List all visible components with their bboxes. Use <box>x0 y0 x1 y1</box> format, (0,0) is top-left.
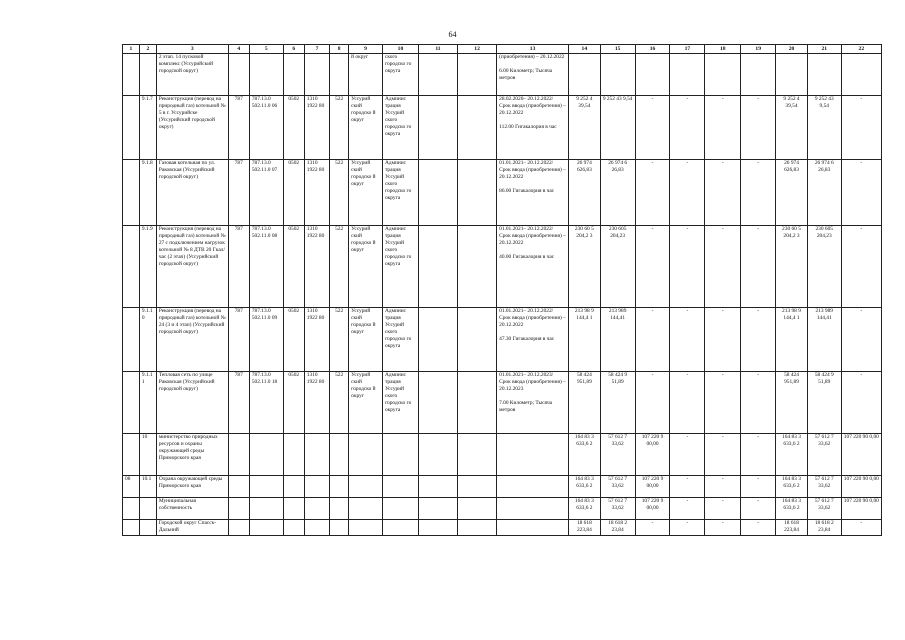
table-cell <box>458 498 497 520</box>
table-cell <box>123 160 140 226</box>
column-number-cell: 7 <box>304 45 329 54</box>
table-cell: 107 220 90 0,00 <box>841 498 881 520</box>
table-cell <box>330 520 349 536</box>
table-cell: 10.1 <box>139 476 156 498</box>
column-number-cell: 1 <box>123 45 140 54</box>
table-cell: 57 612 7 33,62 <box>807 434 841 476</box>
table-cell: Реконструкция (перевод на природный газ) котельной № 5 в г. Уссурийске (Уссурийский городской округ) <box>156 96 228 160</box>
table-cell: 787.13.0 502.11.0 09 <box>249 308 283 372</box>
table-cell: - <box>670 498 705 520</box>
table-row <box>123 160 882 226</box>
table-cell: - <box>670 226 705 308</box>
table-cell: - <box>670 160 705 226</box>
table-row <box>123 308 882 372</box>
table-cell: 28.02.2020– 20.12.2022/ Срок ввода (приобретения) – 20.12.2022 112.00 Гигакалория в час <box>497 96 569 160</box>
table-cell <box>705 54 741 96</box>
table-cell: 107 220 90 0,00 <box>841 476 881 498</box>
table-cell <box>458 476 497 498</box>
column-number-cell: 15 <box>600 45 635 54</box>
table-cell: 9.1.10 <box>139 308 156 372</box>
table-cell: 522 <box>330 372 349 434</box>
column-number-cell: 21 <box>807 45 841 54</box>
table-cell: Админис трация Уссурий ского городско го округа <box>382 226 418 308</box>
table-cell: - <box>670 308 705 372</box>
table-cell <box>418 54 457 96</box>
column-number-cell: 22 <box>841 45 881 54</box>
table-cell: - <box>741 226 776 308</box>
table-cell: 18 618 2 23,84 <box>807 520 841 536</box>
column-number-row <box>123 45 882 54</box>
table-cell: - <box>841 520 881 536</box>
table-body <box>123 54 882 536</box>
table-row <box>123 498 882 520</box>
table-cell: 787.13.0 502.11.0 07 <box>249 160 283 226</box>
table-cell: Реконструкция (перевод на природный газ) котельной № 27 с подключением нагрузок котельной № 8 ДТВ 20 Гкал/час (2 этап) (Уссурийский городской округ) <box>156 226 228 308</box>
table-cell <box>349 434 383 476</box>
table-cell: - <box>741 160 776 226</box>
table-cell <box>139 520 156 536</box>
table-cell: 26 974 6 26,83 <box>807 160 841 226</box>
table-cell: 230 605 204,23 <box>807 226 841 308</box>
table-cell: 522 <box>330 308 349 372</box>
table-cell <box>330 476 349 498</box>
table-cell: 1310 1922 80 <box>304 372 329 434</box>
table-cell: Админис трация Уссурий ского городско го округа <box>382 96 418 160</box>
table-cell: - <box>741 372 776 434</box>
table-cell: 522 <box>330 160 349 226</box>
table-cell: 1310 1922 80 <box>304 96 329 160</box>
table-cell: 787.13.0 502.11.0 08 <box>249 226 283 308</box>
table-cell <box>228 434 249 476</box>
table-cell <box>304 520 329 536</box>
table-cell <box>458 226 497 308</box>
table-row <box>123 434 882 476</box>
table-cell: - <box>841 160 881 226</box>
table-cell <box>382 520 418 536</box>
table-cell: 01.01.2021– 20.12.2022/ Срок ввода (приобретения) – 20.12.2022 86.00 Гигакалория в час <box>497 160 569 226</box>
table-cell <box>228 520 249 536</box>
table-cell: - <box>670 96 705 160</box>
table-cell <box>304 434 329 476</box>
table-cell <box>382 434 418 476</box>
table-cell: 08 <box>123 476 140 498</box>
table-cell: 0502 <box>283 96 304 160</box>
table-cell: 107 220 90 0,00 <box>841 434 881 476</box>
table-cell <box>139 498 156 520</box>
table-cell <box>382 476 418 498</box>
column-number-cell: 11 <box>418 45 457 54</box>
table-cell <box>670 54 705 96</box>
table-cell: Охрана окружающей среды Приморского края <box>156 476 228 498</box>
table-cell: - <box>705 520 741 536</box>
table-cell: - <box>741 476 776 498</box>
table-cell: - <box>705 308 741 372</box>
column-number-cell: 14 <box>569 45 601 54</box>
table-cell: 230 60 5 204,2 3 <box>569 226 601 308</box>
table-row <box>123 96 882 160</box>
table-cell: 1310 1922 80 <box>304 226 329 308</box>
table-cell <box>569 54 601 96</box>
table-cell: 787 <box>228 308 249 372</box>
table-cell <box>382 498 418 520</box>
table-cell: - <box>635 160 670 226</box>
table-cell: - <box>635 520 670 536</box>
table-cell: 213 989 144,41 <box>807 308 841 372</box>
table-cell <box>497 476 569 498</box>
table-cell: 0502 <box>283 226 304 308</box>
table-cell: 164 83 3 633,6 2 <box>776 476 808 498</box>
table-cell: - <box>670 372 705 434</box>
table-cell: 57 612 7 33,62 <box>600 434 635 476</box>
table-cell: 9 252 4 39,54 <box>776 96 808 160</box>
table-cell: - <box>705 372 741 434</box>
table-cell <box>349 498 383 520</box>
column-number-cell: 2 <box>139 45 156 54</box>
table-cell: 164 83 3 633,6 2 <box>569 498 601 520</box>
table-cell <box>304 54 329 96</box>
table-cell: - <box>741 308 776 372</box>
table-cell: 26 974 626,83 <box>569 160 601 226</box>
table-cell <box>228 54 249 96</box>
table-row <box>123 520 882 536</box>
table-cell <box>330 54 349 96</box>
column-number-cell: 6 <box>283 45 304 54</box>
table-cell: - <box>635 372 670 434</box>
table-cell: 0502 <box>283 160 304 226</box>
table-cell <box>497 520 569 536</box>
table-cell <box>283 54 304 96</box>
table-cell: 522 <box>330 226 349 308</box>
column-number-cell: 4 <box>228 45 249 54</box>
table-cell: 0502 <box>283 308 304 372</box>
table-cell: 213 989 144,41 <box>600 308 635 372</box>
table-row <box>123 372 882 434</box>
table-cell: Реконструкция (перевод на природный газ) котельной № 24 (3 и 4 этап) (Уссурийский городской округ) <box>156 308 228 372</box>
table-cell <box>283 520 304 536</box>
table-cell <box>418 434 457 476</box>
table-cell: 10 <box>139 434 156 476</box>
table-cell <box>283 498 304 520</box>
table-cell: 18 618 223,84 <box>569 520 601 536</box>
table-cell: 58 424 951,89 <box>776 372 808 434</box>
table-cell <box>349 520 383 536</box>
table-cell <box>123 498 140 520</box>
table-cell <box>330 434 349 476</box>
table-cell <box>497 498 569 520</box>
table-cell <box>497 434 569 476</box>
table-cell: ского городско го округа <box>382 54 418 96</box>
table-cell: - <box>670 434 705 476</box>
table-cell: - <box>635 226 670 308</box>
table-cell: 787.13.0 502.11.0 06 <box>249 96 283 160</box>
table-cell: 522 <box>330 96 349 160</box>
table-cell: - <box>705 498 741 520</box>
table-cell: 107 220 9 00,00 <box>635 476 670 498</box>
table-cell: 57 612 7 33,62 <box>600 476 635 498</box>
table-cell: Админис трация Уссурий ского городско го округа <box>382 160 418 226</box>
table-cell: 107 220 9 00,00 <box>635 434 670 476</box>
table-cell <box>458 54 497 96</box>
table-cell <box>418 372 457 434</box>
table-cell: й округ <box>349 54 383 96</box>
table-cell: 9.1.8 <box>139 160 156 226</box>
table-cell: Админис трация Уссурий ского городско го округа <box>382 308 418 372</box>
table-cell: 164 83 3 633,6 2 <box>776 498 808 520</box>
table-cell: 9.1.7 <box>139 96 156 160</box>
table-cell: 57 612 7 33,62 <box>807 498 841 520</box>
table-cell: 9.1.11 <box>139 372 156 434</box>
table-cell <box>418 308 457 372</box>
table-cell: - <box>670 476 705 498</box>
table-cell <box>635 54 670 96</box>
table-cell: 9 252 43 9,54 <box>600 96 635 160</box>
table-cell: Тепловая сеть по улице Раковская (Уссурийский городской округ) <box>156 372 228 434</box>
table-cell <box>458 520 497 536</box>
table-cell: 2 этап. 14 пусковой комплекс (Уссурийский городской округ) <box>156 54 228 96</box>
table-cell <box>807 54 841 96</box>
table-cell: 1310 1922 80 <box>304 308 329 372</box>
table-cell: 26 974 6 26,83 <box>600 160 635 226</box>
table-cell <box>458 372 497 434</box>
table-cell: 57 612 7 33,62 <box>600 498 635 520</box>
table-cell: 9 252 43 9,54 <box>807 96 841 160</box>
column-number-cell: 19 <box>741 45 776 54</box>
table-cell <box>349 476 383 498</box>
table-cell: 57 612 7 33,62 <box>807 476 841 498</box>
table-cell: 01.01.2021– 20.12.2023/ Срок ввода (приобретения) – 20.12.2023 7.00 Километр; Тысяча метров <box>497 372 569 434</box>
table-cell: Уссурий ский городско й округ <box>349 372 383 434</box>
table-cell: 107 220 9 00,00 <box>635 498 670 520</box>
table-cell <box>304 498 329 520</box>
table-cell <box>249 498 283 520</box>
table-cell: - <box>741 520 776 536</box>
table-cell <box>249 476 283 498</box>
table-cell: Газовая котельная по ул. Раковская (Уссурийский городской округ) <box>156 160 228 226</box>
table-cell: - <box>741 96 776 160</box>
table-cell: - <box>841 372 881 434</box>
table-cell <box>123 372 140 434</box>
table-cell: 9 252 4 39,54 <box>569 96 601 160</box>
table-cell: 01.01.2021– 20.12.2022/ Срок ввода (приобретения) – 20.12.2022 47.30 Гигакалория в час <box>497 308 569 372</box>
table-row <box>123 54 882 96</box>
table-cell <box>249 54 283 96</box>
table-cell <box>330 498 349 520</box>
table-cell <box>458 160 497 226</box>
table-cell: министерство природных ресурсов и охраны окружающей среды Приморского края <box>156 434 228 476</box>
table-cell <box>776 54 808 96</box>
table-cell <box>228 498 249 520</box>
table-cell: - <box>705 226 741 308</box>
table-cell: 164 83 3 633,6 2 <box>569 476 601 498</box>
table-cell <box>418 520 457 536</box>
table-cell: - <box>705 96 741 160</box>
table-cell <box>123 96 140 160</box>
table-cell: - <box>741 498 776 520</box>
column-number-cell: 9 <box>349 45 383 54</box>
table-cell: 1310 1922 80 <box>304 160 329 226</box>
column-number-cell: 17 <box>670 45 705 54</box>
table-cell <box>139 54 156 96</box>
table-cell: 164 83 3 633,6 2 <box>776 434 808 476</box>
table-cell: Админис трация Уссурий ского городско го округа <box>382 372 418 434</box>
table-cell: 58 424 9 51,89 <box>807 372 841 434</box>
table-cell <box>304 476 329 498</box>
table-cell: 26 974 626,83 <box>776 160 808 226</box>
table-cell: 0502 <box>283 372 304 434</box>
table-cell: Уссурий ский городско й округ <box>349 96 383 160</box>
table-cell: 230 60 5 204,2 3 <box>776 226 808 308</box>
table-cell: Муниципальная собственность <box>156 498 228 520</box>
table-cell: 18 618 223,84 <box>776 520 808 536</box>
table-cell: 787 <box>228 226 249 308</box>
table-cell: 58 424 951,89 <box>569 372 601 434</box>
table-cell <box>418 96 457 160</box>
table-cell <box>283 434 304 476</box>
page-number: 64 <box>448 30 457 39</box>
table-cell: 18 618 2 23,84 <box>600 520 635 536</box>
table-cell <box>123 520 140 536</box>
table-cell: Уссурий ский городско й округ <box>349 226 383 308</box>
table-cell <box>418 498 457 520</box>
table-cell <box>123 54 140 96</box>
table-cell: Городской округ Спасск-Дальний <box>156 520 228 536</box>
table-cell: - <box>705 476 741 498</box>
table-cell: 213 98 9 144,4 1 <box>569 308 601 372</box>
table-cell: 787 <box>228 160 249 226</box>
table-cell <box>123 308 140 372</box>
column-number-cell: 5 <box>249 45 283 54</box>
table-cell: 787.13.0 502.11.0 18 <box>249 372 283 434</box>
column-number-cell: 3 <box>156 45 228 54</box>
table-row <box>123 476 882 498</box>
table-cell <box>458 96 497 160</box>
table-cell: 01.01.2021– 20.12.2022/ Срок ввода (приобретения) – 20.12.2022 40.00 Гигакалория в час <box>497 226 569 308</box>
table-cell <box>418 476 457 498</box>
table-cell: Уссурий ский городско й округ <box>349 160 383 226</box>
table-row <box>123 226 882 308</box>
table-cell: - <box>841 226 881 308</box>
table-cell: 230 605 204,23 <box>600 226 635 308</box>
column-number-cell: 10 <box>382 45 418 54</box>
table-cell: 787 <box>228 372 249 434</box>
table-cell: 213 98 9 144,4 1 <box>776 308 808 372</box>
column-number-cell: 8 <box>330 45 349 54</box>
table-cell <box>741 54 776 96</box>
table-cell: - <box>841 308 881 372</box>
table-cell: - <box>635 96 670 160</box>
table-cell <box>418 226 457 308</box>
table-cell <box>123 226 140 308</box>
table-cell <box>841 54 881 96</box>
table-cell <box>123 434 140 476</box>
table-cell: - <box>635 308 670 372</box>
table-cell <box>418 160 457 226</box>
table-cell: Уссурий ский городско й округ <box>349 308 383 372</box>
column-number-cell: 12 <box>458 45 497 54</box>
table-cell: (приобретения) – 20.12.2022 6.00 Километр; Тысяча метров <box>497 54 569 96</box>
column-number-cell: 16 <box>635 45 670 54</box>
column-number-cell: 13 <box>497 45 569 54</box>
table-cell <box>283 476 304 498</box>
table-cell: 58 424 9 51,89 <box>600 372 635 434</box>
budget-table <box>122 44 882 536</box>
table-cell: 787 <box>228 96 249 160</box>
table-cell <box>600 54 635 96</box>
table-cell <box>458 308 497 372</box>
table-cell: 9.1.9 <box>139 226 156 308</box>
table-cell: 164 83 3 633,6 2 <box>569 434 601 476</box>
table-cell <box>249 434 283 476</box>
table-cell: - <box>670 520 705 536</box>
table-cell: - <box>705 434 741 476</box>
column-number-cell: 18 <box>705 45 741 54</box>
table-cell <box>249 520 283 536</box>
table-cell: - <box>705 160 741 226</box>
table-cell: - <box>841 96 881 160</box>
table-cell <box>458 434 497 476</box>
table-cell: - <box>741 434 776 476</box>
column-number-cell: 20 <box>776 45 808 54</box>
table-cell <box>228 476 249 498</box>
